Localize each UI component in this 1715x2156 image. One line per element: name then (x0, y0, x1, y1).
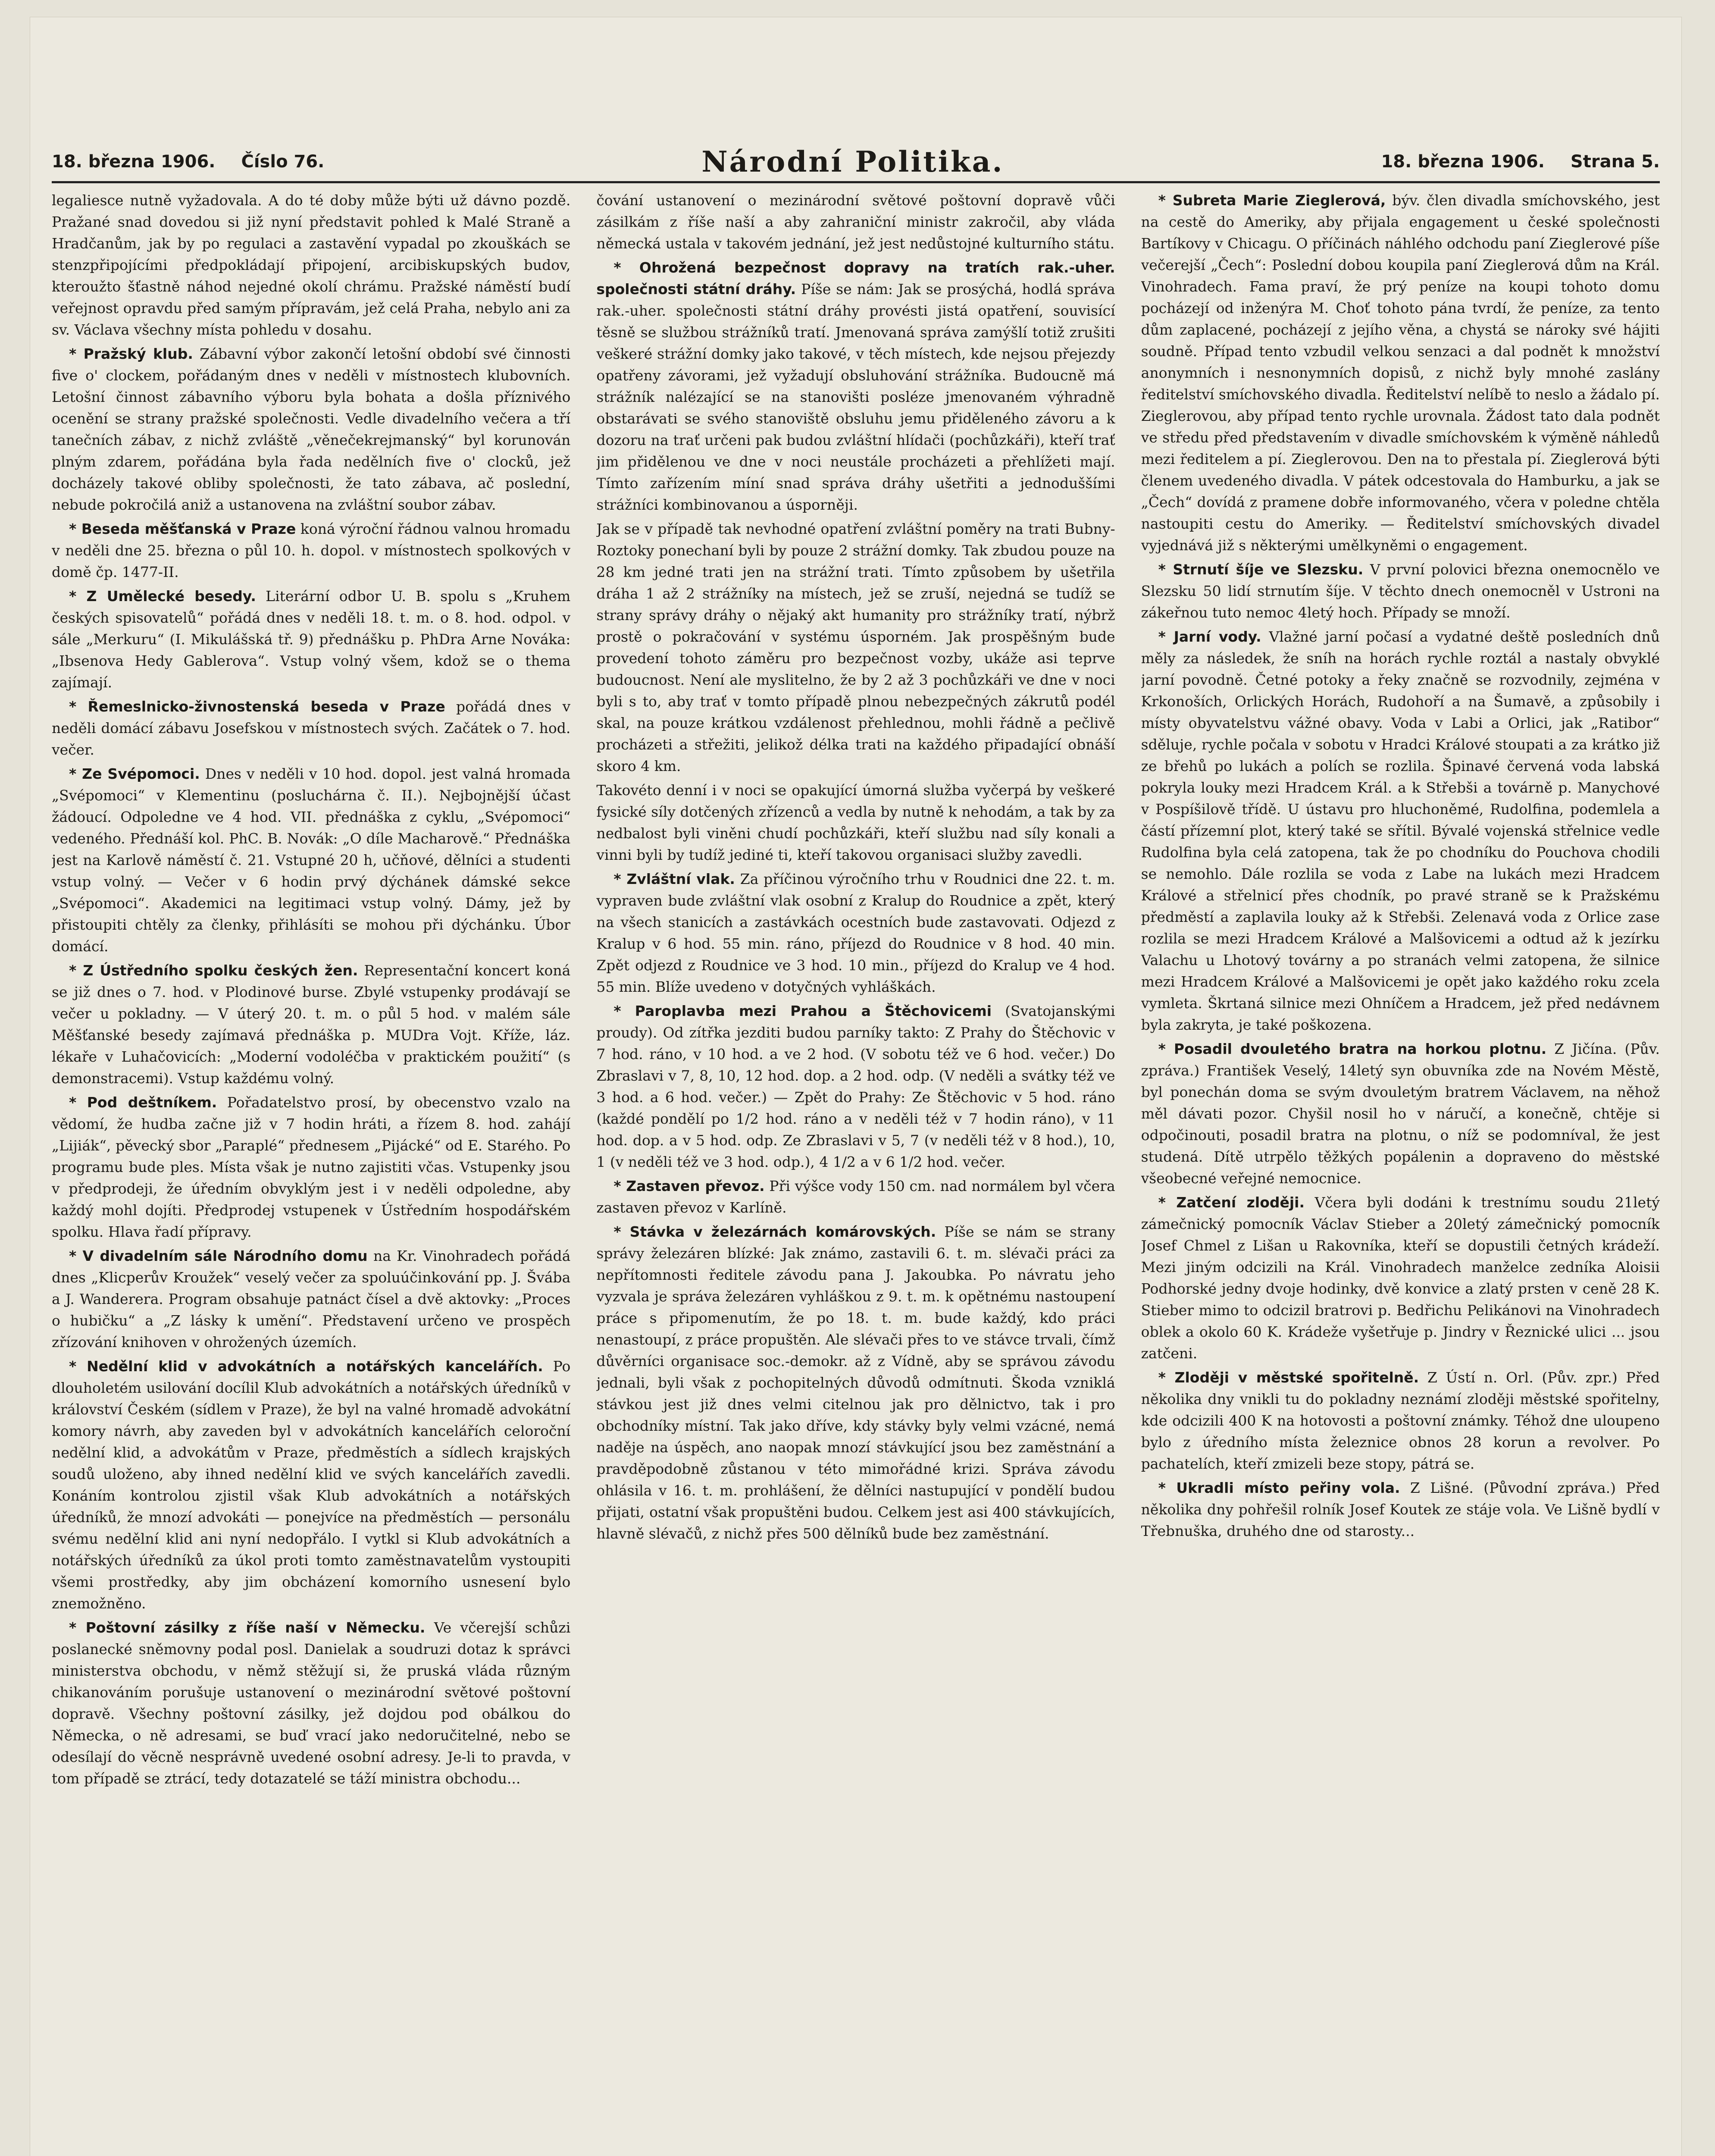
article-body: Dnes v neděli v 10 hod. dopol. jest valná hromada „Svépomoci“ v Klementinu (posluchárna č. II.). Nejbojnější účast žádoucí. Odpoledne ve 4 hod. VII. přednáška z cyklu, „Svépomoci“ vedeného. Přednáší kol. PhC. B. Novák: „O díle Macharově.“ Přednáška jest na Karlově náměstí č. 21. Vstupné 20 h, učňové, dělníci a studenti vstup volný. — Večer v 6 hodin prvý dýchánek dámské sekce „Svépomoci“. Akademici na legitimaci vstup volný. Dámy, jež by přistoupiti chtěly za členky, přihlásíti se mohou při dýchánku. Úbor domácí. (52, 765, 571, 955)
article-paragraph (52, 960, 570, 1089)
article-headline: * Stávka v železárnách komárovských. (613, 1223, 936, 1240)
article-body: Za příčinou výročního trhu v Roudnici dne 22. t. m. vypraven bude zvláštní vlak osobní z Kralup do Roudnice a zpět, který na všech stanicích a zastávkách ocestních bude zastavovati. Odjezd z Kralup v 6 hod. 55 min. ráno, příjezd do Roudnice v 8 hod. 40 min. Zpět odjezd z Roudnice ve 3 hod. 10 min., příjezd do Kralup ve 4 hod. 55 min. Blíže uvedeno v dotyčných vyhláškách. (596, 871, 1115, 995)
article-paragraph (596, 780, 1115, 866)
issue-date-right: 18. března 1906. (1381, 152, 1545, 172)
issue-date: 18. března 1906. (52, 152, 216, 172)
article-headline: * Z Umělecké besedy. (69, 588, 256, 605)
column-1 (52, 190, 570, 2156)
article-body: Zábavní výbor zakončí letošní období své činnosti five o' clockem, pořádaným dnes v neděli v místnostech klubovních. Letošní činnost zábavního výboru byla bohata a došla příznivého ocenění se strany pražské společnosti. Vedle divadelního večera a tří tanečních zábav, z nichž zvláště „věnečekrejmanský“ byl korunován plným zdarem, pořádána byla řada nedělních five o' clocků, jež docházely takové obliby společnosti, že tato zábava, ač poslední, nebude pokročilá aniž a ustanovena na zvláštní soubor zábav. (52, 345, 571, 513)
article-body: pořádá dnes v neděli domácí zábavu Josefskou v místnostech svých. Začátek o 7. hod. večer. (52, 698, 571, 758)
article-body: Takovéto denní i v noci se opakující úmorná služba vyčerpá by veškeré fysické síly dotčených zřízenců a vedla by nutně k nehodám, a tak by za nedbalost byli viněni chudí pochůzkáři, kteří službu nad síly konali a vinni byli by tudíž jediné ti, kteří takovou organisaci služby zavedli. (596, 782, 1115, 863)
column-2 (596, 190, 1115, 2156)
article-body: na Kr. Vinohradech pořádá dnes „Klicperův Kroužek“ veselý večer za spoluúčinkování pp. J. Švába a J. Wanderera. Program obsahuje patnáct čísel a dvě aktovky: „Proces o hubičku“ a „Z lásky k umění“. Představení určeno ve prospěch zřízování knihoven v ohrožených územích. (52, 1247, 571, 1351)
masthead-right (1381, 152, 1660, 172)
article-body: Z Lišné. (Původní zpráva.) Před několika dny pohřešil rolník Josef Koutek ze stáje vola. Ve Lišně bydlí v Třebnuška, druhého dne od starosty... (1141, 1479, 1660, 1539)
article-paragraph (596, 257, 1115, 516)
article-headline: * Pod deštníkem. (69, 1094, 217, 1111)
article-paragraph (1141, 1477, 1660, 1542)
article-paragraph (1141, 1367, 1660, 1475)
article-headline: * V divadelním sále Národního domu (69, 1247, 368, 1264)
column-3 (1141, 190, 1660, 2156)
article-headline: * Ohrožená bezpečnost dopravy na tratích rak.-uher. společnosti státní dráhy. (596, 259, 1115, 298)
article-paragraph (52, 518, 570, 583)
article-headline: * Zastaven převoz. (613, 1178, 765, 1194)
article-paragraph (596, 868, 1115, 998)
article-body: Píše se nám: Jak se prosýchá, hodlá správa rak.-uher. společnosti státní dráhy provésti jistá opatření, souvisící těsně se službou strážníků tratí. Jmenovaná správa zamýšlí totiž zrušiti veškeré strážní domky jako takové, v těch místech, kde nejsou přejezdy opatřeny závorami, jež vyžadují obsluhování strážníka. Budoucně má strážník nalézající se na stanovišti posléze jmenovaném výhradně obstarávati se svého stanoviště obsluhu jemu přiděleného závoru a k dozoru na trať určeni pak budou zvláštní hlídači (pochůzkáři), kteří trať jim přidělenou ve dne v noci neustále procházeti a přehlížeti mají. Tímto zařízením míní snad správa dráhy ušetřiti a jednoduššími strážníci kombinovanou a úsporněji. (596, 281, 1115, 513)
article-headline: * Zvláštní vlak. (613, 871, 735, 887)
article-paragraph (52, 1617, 570, 1789)
article-paragraph (52, 696, 570, 761)
article-paragraph (52, 343, 570, 516)
article-body: čování ustanovení o mezinárodní světové poštovní dopravě vůči zásilkám z říše naší a aby zahraniční ministr zakročil, aby vláda německá ustala v takovém jednání, jež jest nedůstojné kulturního státu. (596, 192, 1115, 252)
article-paragraph (596, 1175, 1115, 1219)
article-body: býv. člen divadla smíchovského, jest na cestě do Ameriky, aby přijala engagement u české společnosti Bartíkovy v Chicagu. O příčinách náhlého odchodu paní Zieglerové píše večerejší „Čech“: Poslední dobou koupila paní Zieglerová dům na Král. Vinohradech. Fama praví, že prý peníze na koupi tohoto domu pocházejí od inženýra M. Choť tohoto pána tvrdí, že peníze, za tento dům zaplacené, pocházejí z jejího věna, a chystá se nároky své hájiti soudně. Případ tento vzbudil velkou senzaci a dal podnět k množství anonymních i nesnonymních dopisů, z nichž byly mnohé zaslány ředitelství smíchovského divadla. Ředitelství nelíbě to neslo a žádalo pí. Zieglerovou, aby případ tento rychle urovnala. Žádost tato dala podnět ve středu před představením v divadle smíchovském k výměně náhledů mezi ředitelem a pí. Zieglerovou. Den na to přestala pí. Zieglerová býti členem uvedeného divadla. V pátek odcestovala do Hamburku, a jak se „Čech“ dovídá z pramene dobře informovaného, včera v poledne chtěla nastoupiti cestu do Ameriky. — Ředitelství smíchovských divadel vyjednává již s některými umělkyněmi o engagement. (1141, 192, 1660, 554)
article-paragraph (596, 1000, 1115, 1173)
article-body: V první polovici března onemocnělo ve Slezsku 50 lidí strnutím šíje. V těchto dnech onemocněl v Ustroni na zákeřnou tuto nemoc 4letý hoch. Případy se množí. (1141, 561, 1660, 621)
article-paragraph (596, 518, 1115, 777)
article-headline: * Nedělní klid v advokátních a notářských kancelářích. (69, 1358, 543, 1375)
article-headline: * Beseda měšťanská v Praze (69, 520, 296, 537)
article-paragraph (1141, 190, 1660, 556)
article-paragraph (52, 190, 570, 341)
article-columns (52, 190, 1660, 2156)
article-body: Jak se v případě tak nevhodné opatření zvláštní poměry na trati Bubny-Roztoky ponechaní byli by pouze 2 strážní domky. Tak zbudou pouze na 28 km jedné trati jen na strážní trati. Tímto způsobem by ušetřila dráha 1 až 2 strážníky na místech, jež se zruší, nejedná se tudíž se strany správy dráhy o nějaký akt humanity pro strážníky tratí, nýbrž prostě o pokračování v systému úsporném. Jak prospěšným bude provedení tohoto záměru pro bezpečnost vozby, ukáže asi teprve budoucnost. Není ale myslitelno, že by 2 až 3 pochůzkáři ve dne v noci byli s to, aby trať v tomto případě plnou nebezpečných zákrutů podél skal, na pouze krátkou vzdálenost přehlednou, mohli řádně a pečlivě procházeti a střežiti, jelikož délka trati na každého připadající obnáší skoro 4 km. (596, 520, 1115, 774)
article-body: Z Jičína. (Pův. zpráva.) František Veselý, 14letý syn obuvníka zde na Novém Městě, byl ponechán doma se svým dvouletým bratrem Václavem, na něhož měl dávati pozor. Chyšil nosil ho v náručí, a konečně, chtěje si odpočinouti, posadil bratra na plotnu, o níž se podomníval, že jest studená. Dítě utrpělo těžkých popálenin a dopraveno do městské všeobecné veřejné nemocnice. (1141, 1040, 1660, 1187)
article-body: Ve včerejší schůzi poslanecké sněmovny podal posl. Danielak a soudruzi dotaz k správci ministerstva obchodu, v němž stěžují si, že pruská vláda různým chikanováním porušuje ustanovení o mezinárodní světové poštovní dopravě. Všechny poštovní zásilky, jež dojdou pod obálkou do Německa, o ně adresami, se buď vrací jako nedoručitelné, nebo se odesílají do věcně nesprávně uvedené osobní adresy. Je-li to pravda, v tom případě se ztrácí, tedy dotazatelé se táží ministra obchodu... (52, 1619, 571, 1787)
article-headline: * Subreta Marie Zieglerová, (1158, 192, 1386, 209)
article-body: Representační koncert koná se již dnes o 7. hod. v Plodinové burse. Zbylé vstupenky prodávají se večer u pokladny. — V úterý 20. t. m. o půl 5 hod. v malém sále Měšťanské besedy zajímavá přednáška p. MUDra Vojt. Kříže, láz. lékaře v Luhačovicích: „Moderní vodoléčba v praktickém použití“ (s demonstracemi). Vstup každému volný. (52, 962, 571, 1087)
newspaper-page (30, 17, 1681, 2156)
article-paragraph (596, 190, 1115, 254)
article-body: (Svatojanskými proudy). Od zítřka jezditi budou parníky takto: Z Prahy do Štěchovic v 7 hod. ráno, v 10 hod. a ve 2 hod. (V sobotu též ve 6 hod. večer.) Do Zbraslavi v 7, 8, 10, 12 hod. dop. a 2 hod. odp. (V neděli a svátky též ve 3 hod. a 6 hod. večer.) — Zpět do Prahy: Ze Štěchovic v 5 hod. ráno (každé pondělí po 1/2 hod. ráno a v neděli též v 7 hodin ráno), v 11 hod. dop. a v 5 hod. odp. Ze Zbraslavi v 5, 7 (v neděli též v 8 hod.), 10, 1 (v neděli též ve 3 hod. odp.), 4 1/2 a v 6 1/2 hod. večer. (596, 1003, 1115, 1170)
article-headline: * Strnutí šíje ve Slezsku. (1158, 561, 1364, 578)
article-body: Pořadatelstvo prosí, by obecenstvo vzalo na vědomí, že hudba začne již v 7 hodin hráti, a řízem 8. hod. zahájí „Lijiák“, pěvecký sbor „Paraplé“ přednesem „Pijácké“ od E. Starého. Po programu bude ples. Místa však je nutno zajistiti včas. Vstupenky jsou v předprodeji, že úředním obvyklým jest i v neděli odpoledne, aby každý mohl dojíti. Předprodej vstupenek v Ústředním hospodářském spolku. Hlava řadí přípravy. (52, 1094, 571, 1240)
article-headline: * Paroplavba mezi Prahou a Štěchovicemi (613, 1003, 992, 1019)
article-headline: * Ze Svépomoci. (69, 765, 200, 782)
article-body: Včera byli dodáni k trestnímu soudu 21letý zámečnický pomocník Václav Stieber a 20letý zámečnický pomocník Josef Chmel z Lišan u Rakovníka, kteří se dopustili četných krádeží. Mezi jiným odcizili na Král. Vinohradech manželce zedníka Aloisii Podhorské jedny dvoje hodinky, dvě konvice a zlatý prsten v ceně 28 K. Stieber mimo to odcizil bratrovi p. Bedřichu Pelikánovi na Vinohradech oblek a okolo 60 K. Krádeže vyšetřuje p. Jindry v Řeznické ulici ... jsou zatčeni. (1141, 1194, 1660, 1362)
newspaper-title: Národní Politika. (701, 145, 1004, 179)
article-paragraph (1141, 626, 1660, 1036)
article-body: Z Ústí n. Orl. (Pův. zpr.) Před několika dny vnikli tu do pokladny neznámí zloději městské spořitelny, kde odcizili 400 K na hotovosti a poštovní známky. Téhož dne uloupeno bylo z úředního místa železnice obnos 28 korun a revolver. Po pachatelích, kteří zmizeli beze stopy, pátrá se. (1141, 1369, 1660, 1472)
article-headline: * Posadil dvouletého bratra na horkou plotnu. (1158, 1040, 1547, 1057)
article-headline: * Zloději v městské spořitelně. (1158, 1369, 1419, 1386)
article-body: Píše se nám se strany správy železáren blízké: Jak známo, zastavili 6. t. m. slévači práci za nepřítomnosti ředitele závodu pana J. Jakoubka. Po návratu jeho vyzvala je správa železáren vyhláškou z 9. t. m. k opětnému nastoupení práce s připomenutím, že po 18. t. m. bude každý, kdo práci nenastoupí, z práce propuštěn. Ale slévači přes to ve stávce trvali, čímž důvěrníci organisace soc.-demokr. až z Vídně, aby se správou závodu jednali, byli však z pochopitelných důvodů odmítnuti. Škoda vzniklá stávkou jest již dnes velmi citelnou jak pro dělnictvo, tak i pro obchodníky místní. Tak jako dříve, kdy stávky byly velmi vzácné, nemá naděje na úspěch, ano naopak mnozí stávkující jsou bez zaměstnání a pravděpodobně zůstanou v této mimořádné krizi. Správa závodu ohlásila v 16. t. m. prohlášení, že dělníci nastupující v pondělí budou přijati, ostatní však propuštěni budou. Celkem jest asi 400 stávkujících, hlavně slévačů, z nichž přes 500 dělníků bude bez zaměstnání. (596, 1223, 1115, 1542)
article-headline: * Z Ústředního spolku českých žen. (69, 962, 358, 979)
article-paragraph (596, 1221, 1115, 1545)
article-paragraph (1141, 1038, 1660, 1189)
article-headline: * Pražský klub. (69, 345, 193, 362)
article-paragraph (52, 1356, 570, 1614)
article-body: Při výšce vody 150 cm. nad normálem byl včera zastaven převoz v Karlíně. (596, 1178, 1115, 1216)
article-body: Vlažné jarní počasí a vydatné deště posledních dnů měly za následek, že sníh na horách rychle roztál a nastaly obvyklé jarní povodně. Četné potoky a řeky značně se rozvodnily, zejména v Krkonoších, Orlických Horách, Rudohoří a na Šumavě, a způsobily i místy obyvatelstvu vážné obavy. Voda v Labi a Orlici, jak „Ratibor“ sděluje, rychle počala v sobotu v Hradci Králové stoupati a za krátko již ze břehů po lukách a polích se rozlila. Špinavé červená voda labská pokryla louky mezi Hradcem Král. a k Střebši a továrně p. Manychové v Pospíšilově třídě. U ústavu pro hluchoněmé, Rudolfina, podemlela a částí přízemní plot, který také se sřítil. Bývalé vojenská střelnice vedle Rudolfina byla celá zatopena, tak že po chodníku do Pouchova chodili se nemohlo. Dále rozlila se voda z Labe na lukách mezi Hradcem Králové a střelnicí přes chodník, po pravé straně se k Pražskému předměstí a zaplavila louky až k Střebši. Zelenavá voda z Orlice zase rozlila se mezi Hradcem Králové a Malšovicemi a odtud až k jezírku Valachu u Lhotový továrny a po stranách velmi zatopena, že silnice mezi Hradcem Králové a Malšovicemi je opět jako každého roku zcela vymleta. Škrtaná silnice mezi Ohníčem a Hradcem, jež před nedávnem byla zakryta, je také poškozena. (1141, 628, 1660, 1033)
article-paragraph (52, 1245, 570, 1353)
article-body: Literární odbor U. B. spolu s „Kruhem českých spisovatelů“ pořádá dnes v neděli 18. t. m. o 8. hod. odpol. v sále „Merkuru“ (I. Mikulášská tř. 9) přednášku p. PhDra Arne Nováka: „Ibsenova Hedy Gablerova“. Vstup volný všem, kdož se o thema zajímají. (52, 588, 571, 691)
article-headline: * Ukradli místo peřiny vola. (1158, 1479, 1400, 1496)
article-body: koná výroční řádnou valnou hromadu v neděli dne 25. března o půl 10. h. dopol. v místnostech spolkových v domě čp. 1477-II. (52, 520, 571, 580)
article-paragraph (52, 1092, 570, 1243)
article-headline: * Zatčení zloději. (1158, 1194, 1305, 1211)
article-headline: * Poštovní zásilky z říše naší v Německu. (69, 1619, 426, 1636)
article-headline: * Jarní vody. (1158, 628, 1261, 645)
article-body: legaliesce nutně vyžadovala. A do té doby může býti už dávno pozdě. Pražané snad dovedou si již nyní představit pohled k Malé Straně a Hradčanům, jak by po regulaci a zastavění vypadal po zkouškách se stenzpřipojícími předpokládají připojení, arcibiskupských budov, kteroužto šťastně náhod nejedné okolí chrámu. Pražské náměstí budí veřejnost opravdu před samým přípravám, jež celá Praha, nebylo ani za sv. Václava všechny místa pohledu v dosahu. (52, 192, 571, 338)
page-number: Strana 5. (1570, 152, 1660, 172)
article-headline: * Řemeslnicko-živnostenská beseda v Praze (69, 698, 445, 715)
masthead-left (52, 152, 324, 172)
article-body: Po dlouholetém usilování docílil Klub advokátních a notářských úředníků v království Českém (sídlem v Praze), že byl na valné hromadě advokátní komory návrh, aby zaveden byl v advokátních kancelářích celoroční nedělní klid, a advokátům v Praze, předměstích a sídlech krajských soudů uloženo, aby ihned nedělní klid ve svých kancelářích zavedli. Konáním kontrolou zjistil však Klub advokátních a notářských úředníků, že mnozí advokáti — ponejvíce na předměstích — personálu svému nedělní klid ani nyní nedopřálo. I vytkl si Klub advokátních a notářských úředníků za úkol proti tomto zaměstnavatelům vystoupiti všemi prostředky, aby jim obcházení komorního usnesení bylo znemožněno. (52, 1358, 571, 1612)
masthead (52, 142, 1660, 183)
article-paragraph (1141, 1192, 1660, 1364)
issue-number: Číslo 76. (241, 152, 325, 172)
article-paragraph (52, 586, 570, 693)
article-paragraph (1141, 559, 1660, 624)
article-paragraph (52, 763, 570, 957)
